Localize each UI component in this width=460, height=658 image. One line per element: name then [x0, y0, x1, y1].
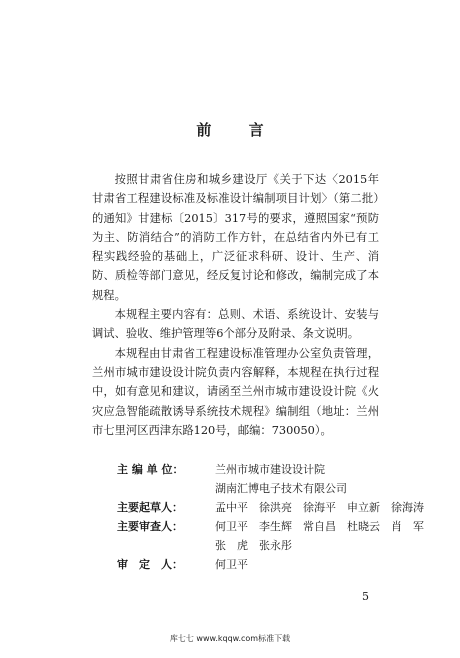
preface-paragraph-1: 按照甘肃省住房和城乡建设厅《关于下达〈2015年甘肃省工程建设标准及标准设计编制项目计划〉（第二批）的通知》甘建标〔2015〕317号的要求，遵照国家“预防为主、防消结合”的消防工作方针，在总结省内外已有工程实践经验的基础上，广泛征求科研、设计、生产、消防、质检等部门意见，经反复讨论和修改，编制完成了本规程。: [92, 173, 379, 302]
credit-label: [117, 536, 215, 555]
credit-value: 张 虎 张永彤: [215, 539, 292, 552]
credit-row-reviewers: [117, 517, 424, 536]
preface-paragraph-2: 本规程主要内容有：总则、术语、系统设计、安装与调试、验收、维护管理等6个部分及附录、条文说明。: [92, 308, 379, 341]
credit-row-approver: [117, 555, 407, 574]
credit-value: 湖南汇博电子技术有限公司: [215, 482, 347, 495]
credit-label: 主 编 单 位：: [117, 463, 184, 476]
credit-value: 兰州市城市建设设计院: [215, 463, 325, 476]
preface-paragraph-3: 本规程由甘肃省工程建设标准管理办公室负责管理，兰州市城市建设设计院负责内容解释，本规程在执行过程中，如有意见和建议，请函至兰州市城市建设设计院《火灾应急智能疏散诱导系统技术规程》编制组（地址：兰州市七里河区西津东路120号，邮编：730050）。: [92, 346, 379, 437]
footer-watermark-text: 库七七 www.kqqw.com标准下载: [169, 634, 291, 643]
credit-row-chief-editor: [117, 460, 407, 479]
credit-value: 何卫平 李生辉 常自昌 杜晓云 肖 军: [215, 520, 424, 533]
preface-body: [92, 170, 379, 440]
credit-row-chief-editor-cont: [117, 479, 407, 498]
credit-label: 主要审查人：: [117, 520, 183, 533]
credit-value: 何卫平: [215, 558, 248, 571]
page-number: 5: [362, 590, 369, 603]
credit-label: 审 定 人：: [117, 558, 183, 571]
page-title: 前 言: [196, 121, 280, 139]
credit-label: [117, 479, 215, 498]
credit-label: 主要起草人：: [117, 501, 183, 514]
credit-row-reviewers-cont: [117, 536, 407, 555]
credits-block: [117, 460, 424, 574]
credit-value: 孟中平 徐洪亮 徐海平 申立新 徐海涛: [215, 501, 424, 514]
credit-row-drafters: [117, 498, 424, 517]
